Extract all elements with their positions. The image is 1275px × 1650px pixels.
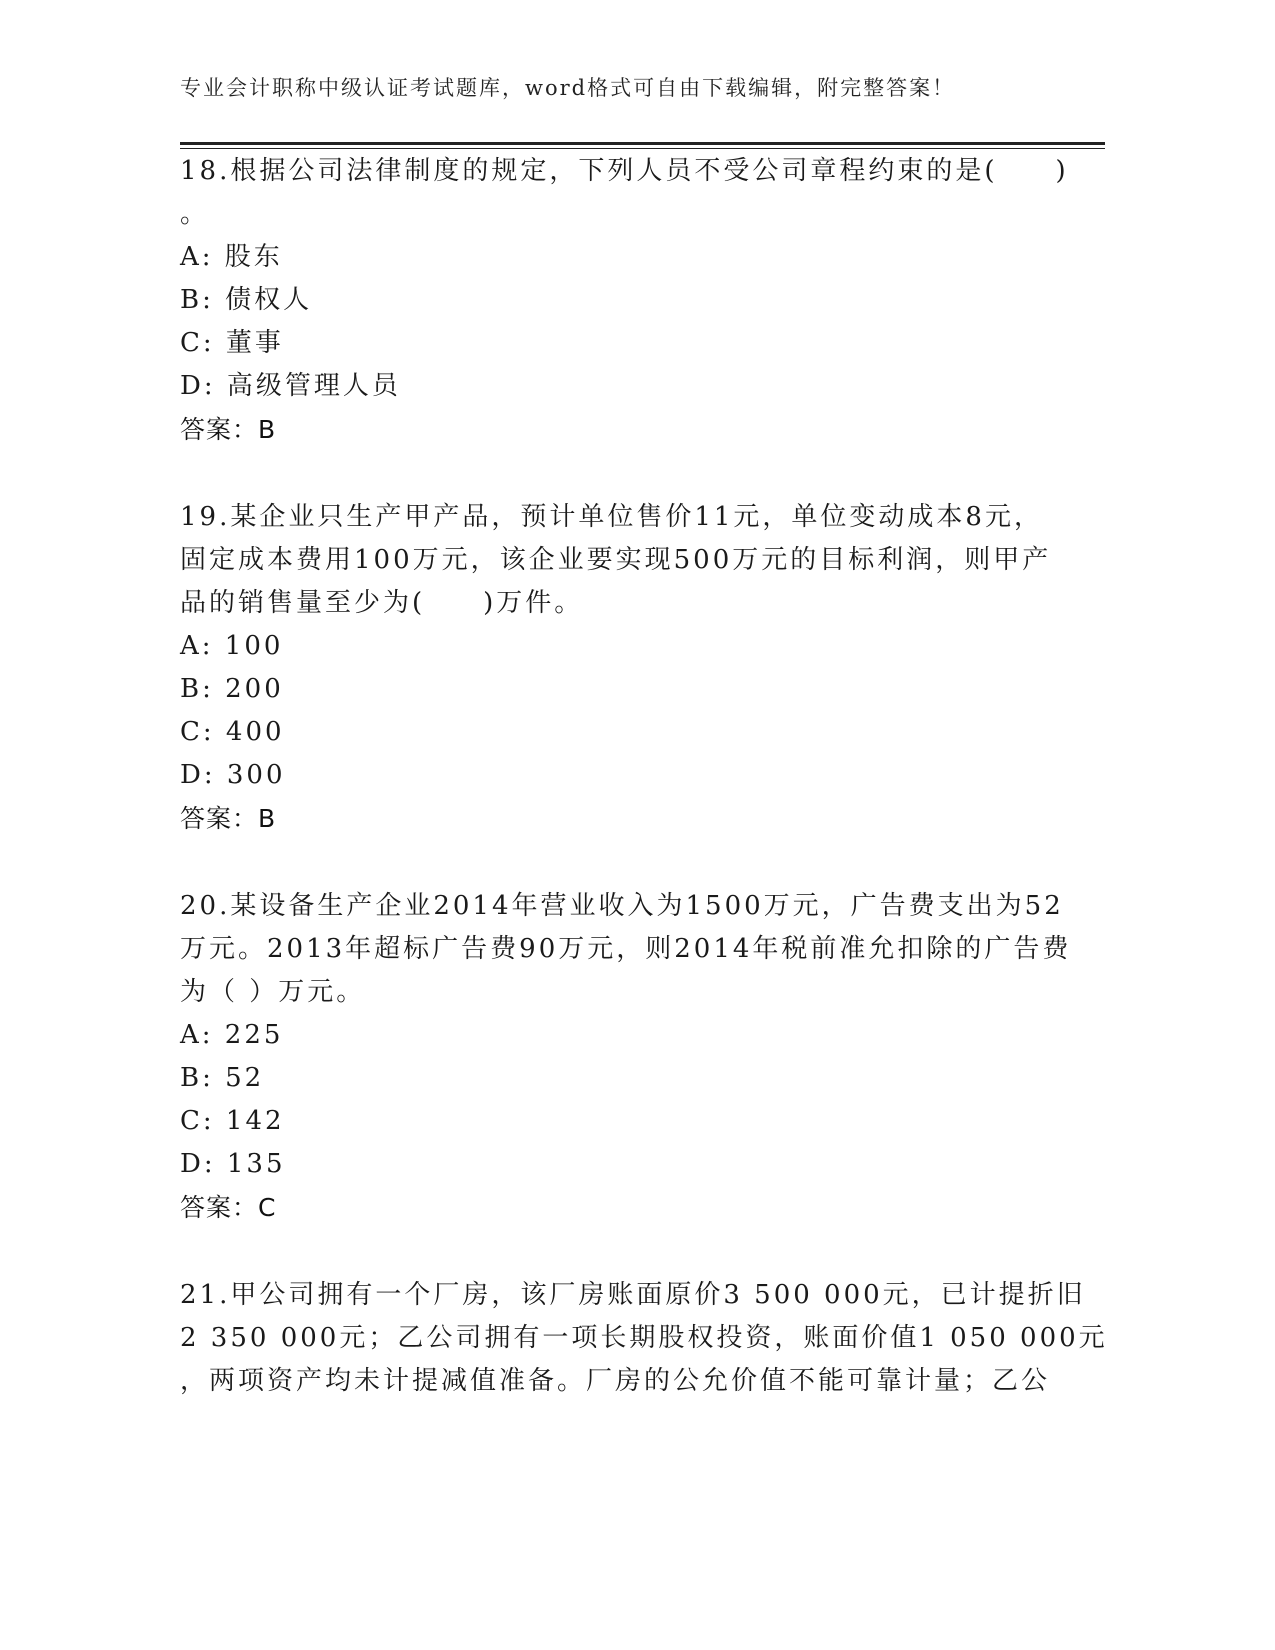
option-c: C: 142 <box>180 1106 285 1136</box>
question-stem-line: 2 350 000元；乙公司拥有一项长期股权投资，账面价值1 050 000元 <box>180 1323 1108 1353</box>
option-a: A: 股东 <box>180 242 283 272</box>
question-stem-line: 固定成本费用100万元，该企业要实现500万元的目标利润，则甲产 <box>180 545 1052 575</box>
question-stem-line: 。 <box>180 199 210 229</box>
option-d: D: 高级管理人员 <box>180 371 401 401</box>
header-rule-thick <box>180 142 1105 145</box>
question-stem-line: 20.某设备生产企业2014年营业收入为1500万元，广告费支出为52 <box>180 891 1064 921</box>
question-stem-line: 21.甲公司拥有一个厂房，该厂房账面原价3 500 000元，已计提折旧 <box>180 1280 1086 1310</box>
option-d: D: 300 <box>180 760 286 790</box>
option-a: A: 100 <box>180 631 284 661</box>
option-c: C: 董事 <box>180 328 284 358</box>
question-list <box>180 150 1108 1448</box>
answer-line: 答案：B <box>180 415 277 444</box>
header-rule-thin <box>180 148 1105 149</box>
question-stem-line: ，两项资产均未计提减值准备。厂房的公允价值不能可靠计量；乙公 <box>180 1366 1051 1396</box>
option-a: A: 225 <box>180 1020 284 1050</box>
answer-line: 答案：C <box>180 1193 277 1222</box>
question-21 <box>180 1274 1108 1403</box>
document-header: 专业会计职称中级认证考试题库，word格式可自由下载编辑，附完整答案！ <box>180 76 956 100</box>
question-20 <box>180 885 1072 1229</box>
question-stem-line: 19.某企业只生产甲产品，预计单位售价11元，单位变动成本8元， <box>180 502 1043 532</box>
question-stem-line: 万元。2013年超标广告费90万元，则2014年税前准允扣除的广告费 <box>180 934 1072 964</box>
question-19 <box>180 496 1060 840</box>
question-stem-line: 18.根据公司法律制度的规定，下列人员不受公司章程约束的是( ) <box>180 156 1069 186</box>
option-c: C: 400 <box>180 717 285 747</box>
option-d: D: 135 <box>180 1149 286 1179</box>
option-b: B: 债权人 <box>180 285 313 315</box>
option-b: B: 200 <box>180 674 284 704</box>
option-b: B: 52 <box>180 1063 265 1093</box>
answer-line: 答案：B <box>180 804 277 833</box>
question-stem-line: 为（ ）万元。 <box>180 977 366 1007</box>
question-stem-line: 品的销售量至少为( )万件。 <box>180 588 584 618</box>
question-18 <box>180 150 1069 451</box>
